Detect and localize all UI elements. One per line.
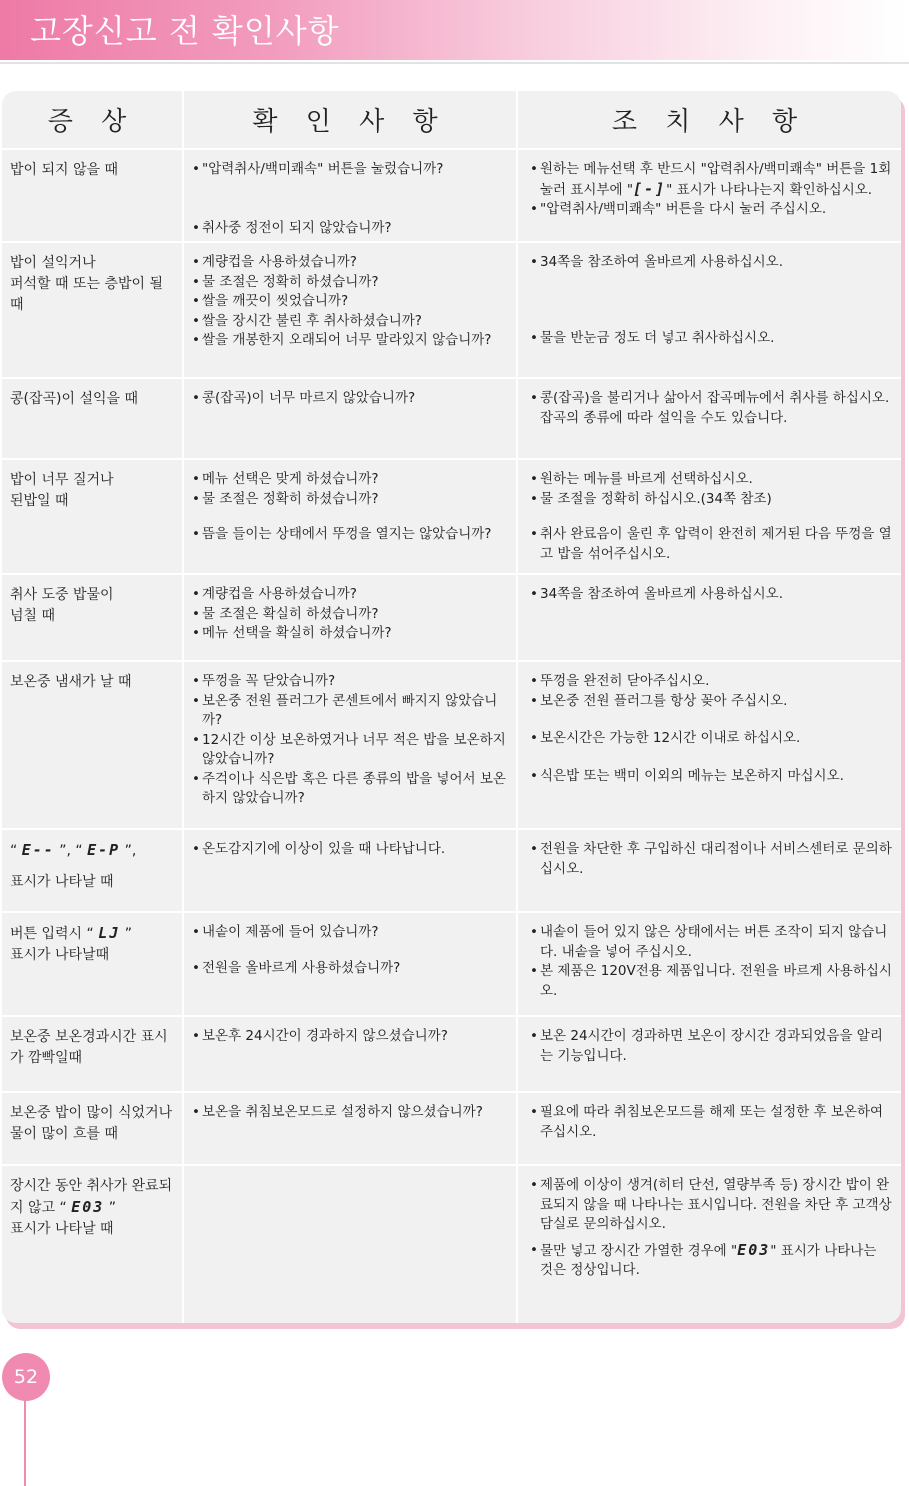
display-code: E--: [21, 841, 55, 859]
page-number: 52: [13, 1366, 39, 1388]
check-cell: • 보온을 취침보온모드로 설정하지 않으셨습니까?: [182, 1093, 516, 1164]
check-cell: • 계량컵을 사용하셨습니까? • 물 조절은 정확히 하셨습니까? • 쌀을 깨끗이 씻었습니까? • 쌀을 장시간 불린 후 취사하셨습니까? • 쌀을 개봉한지 오래되어 너무 말라있지 않습니까?: [182, 243, 516, 377]
troubleshooting-table: [2, 91, 901, 1323]
display-code: E-P: [87, 841, 121, 859]
action-cell: • 필요에 따라 취침보온모드를 해제 또는 설정한 후 보온하여 주십시오.: [516, 1093, 901, 1164]
symptom-cell: 취사 도중 밥물이 넘칠 때: [10, 587, 114, 624]
check-cell: • 메뉴 선택은 맞게 하셨습니까? • 물 조절은 정확히 하셨습니까? • 뜸을 들이는 상태에서 뚜껑을 열지는 않았습니까?: [182, 460, 516, 573]
action-cell: • 콩(잡곡)을 불리거나 삶아서 잡곡메뉴에서 취사를 하십시오. 잡곡의 종류에 따라 설익을 수도 있습니다.: [516, 379, 901, 458]
check-cell: • "압력취사/백미쾌속" 버튼을 눌렀습니까? • 취사중 정전이 되지 않았습니까?: [182, 150, 516, 241]
symptom-cell: 버튼 입력시 “ LJ ” 표시가 나타날때: [10, 924, 132, 963]
action-cell: • 34쪽을 참조하여 올바르게 사용하십시오. • 물을 반눈금 정도 더 넣고 취사하십시오.: [516, 243, 901, 377]
display-code: LJ: [98, 924, 121, 942]
table-row: [2, 243, 901, 379]
display-code: [-]: [633, 179, 667, 198]
action-cell: • 전원을 차단한 후 구입하신 대리점이나 서비스센터로 문의하십시오.: [516, 830, 901, 911]
table-row: [2, 1017, 901, 1093]
table-row: [2, 662, 901, 830]
symptom-cell: “ E-- ”, “ E-P ”, 표시가 나타날 때: [10, 841, 137, 890]
table-row: [2, 830, 901, 913]
check-cell: [182, 1166, 516, 1323]
check-cell: • 내솥이 제품에 들어 있습니까? • 전원을 올바르게 사용하셨습니까?: [182, 913, 516, 1015]
check-cell: • 계량컵을 사용하셨습니까? • 물 조절은 확실히 하셨습니까? • 메뉴 선택을 확실히 하셨습니까?: [182, 575, 516, 660]
header-action: 조 치 사 항: [516, 91, 901, 148]
symptom-cell: 밥이 설익거나 퍼석할 때 또는 층밥이 될 때: [10, 255, 164, 313]
action-cell: • 보온 24시간이 경과하면 보온이 장시간 경과되었음을 알리는 기능입니다.: [516, 1017, 901, 1091]
check-cell: • 온도감지기에 이상이 있을 때 나타납니다.: [182, 830, 516, 911]
table-row: [2, 1166, 901, 1323]
page-marker-line: [24, 1398, 26, 1486]
symptom-cell: 콩(잡곡)이 설익을 때: [10, 391, 139, 407]
title-bar: [0, 0, 906, 60]
symptom-cell: 밥이 되지 않을 때: [10, 162, 119, 178]
check-cell: • 뚜껑을 꼭 닫았습니까? • 보온중 전원 플러그가 콘센트에서 빠지지 않았습니까? • 12시간 이상 보온하였거나 너무 적은 밥을 보온하지 않았습니까? • 주걱이나 식은밥 혹은 다른 종류의 밥을 넣어서 보온하지 않았습니까?: [182, 662, 516, 828]
symptom-cell: 장시간 동안 취사가 완료되지 않고 “ E03 ” 표시가 나타날 때: [10, 1178, 173, 1237]
action-cell: • 원하는 메뉴를 바르게 선택하십시오. • 물 조절을 정확히 하십시오.(34쪽 참조) • 취사 완료음이 울린 후 압력이 완전히 제거된 다음 뚜껑을 열고 밥을 섞어주십시오.: [516, 460, 901, 573]
check-cell: • 콩(잡곡)이 너무 마르지 않았습니까?: [182, 379, 516, 458]
table-row: [2, 913, 901, 1017]
action-cell: • 34쪽을 참조하여 올바르게 사용하십시오.: [516, 575, 901, 660]
display-code: E03: [737, 1240, 771, 1259]
symptom-cell: 보온중 냄새가 날 때: [10, 674, 132, 690]
symptom-cell: 밥이 너무 질거나 된밥일 때: [10, 472, 114, 509]
table-row: [2, 460, 901, 575]
symptom-cell: 보온중 보온경과시간 표시가 깜빡일때: [10, 1029, 168, 1066]
check-cell: • 보온후 24시간이 경과하지 않으셨습니까?: [182, 1017, 516, 1091]
header-symptom: 증 상: [47, 107, 137, 137]
action-cell: • 내솥이 들어 있지 않은 상태에서는 버튼 조작이 되지 않습니다. 내솥을 넣어 주십시오. • 본 제품은 120V전용 제품입니다. 전원을 바르게 사용하십시오.: [516, 913, 901, 1015]
header-check: 확 인 사 항: [182, 91, 516, 148]
display-code: E03: [71, 1198, 105, 1216]
table-header: [2, 91, 901, 150]
table-row: [2, 1093, 901, 1166]
symptom-cell: 보온중 밥이 많이 식었거나 물이 많이 흐를 때: [10, 1105, 173, 1142]
action-cell: • 원하는 메뉴선택 후 반드시 "압력취사/백미쾌속" 버튼을 1회 눌러 표시부에 "[-]" 표시가 나타나는지 확인하십시오. • "압력취사/백미쾌속" 버튼을 다시 눌러 주십시오.: [516, 150, 901, 241]
table-row: [2, 575, 901, 662]
page-number-badge: [2, 1353, 50, 1401]
action-cell: • 뚜껑을 완전히 닫아주십시오. • 보온중 전원 플러그를 항상 꽂아 주십시오. • 보온시간은 가능한 12시간 이내로 하십시오. • 식은밥 또는 백미 이외의 메뉴는 보온하지 마십시오.: [516, 662, 901, 828]
title-divider: [0, 62, 909, 64]
action-cell: • 제품에 이상이 생겨(히터 단선, 열량부족 등) 장시간 밥이 완료되지 않을 때 나타나는 표시입니다. 전원을 차단 후 고객상담실로 문의하십시오. • 물만 넣고 장시간 가열한 경우에 "E03" 표시가 나타나는 것은 정상입니다.: [516, 1166, 901, 1323]
table-row: [2, 150, 901, 243]
table-row: [2, 379, 901, 460]
page-title: 고장신고 전 확인사항: [30, 12, 340, 50]
